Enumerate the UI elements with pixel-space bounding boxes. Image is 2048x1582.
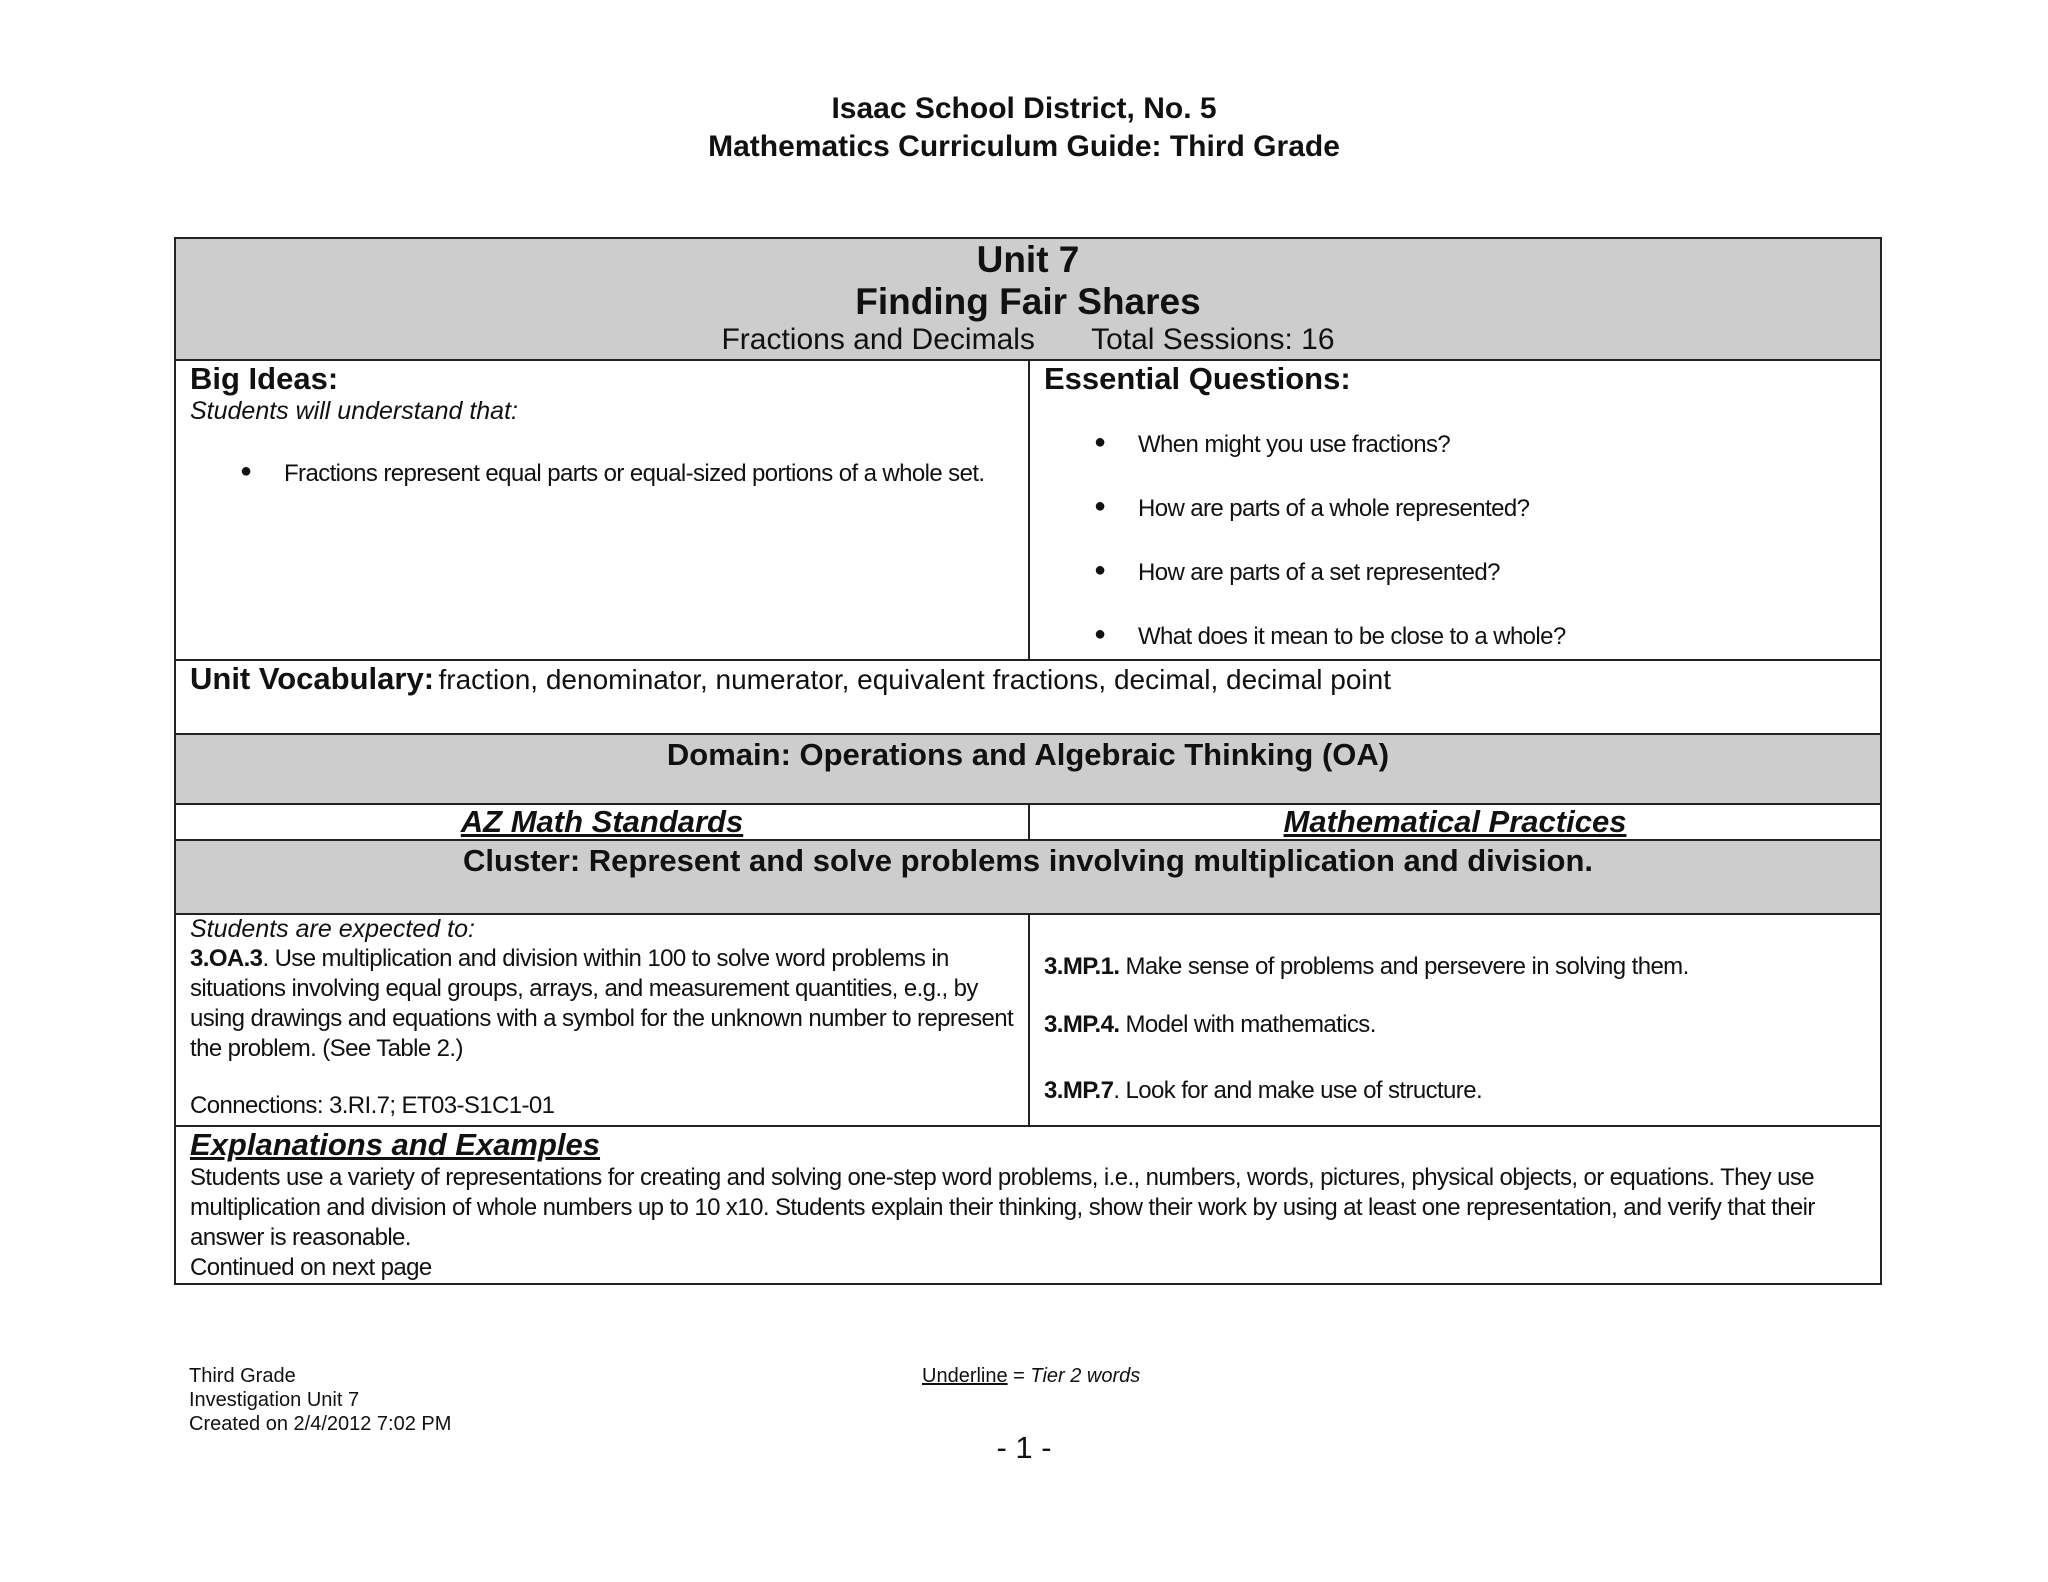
unit-strand: Fractions and Decimals: [721, 323, 1035, 356]
standards-row: [175, 914, 1881, 1126]
bullet-icon: ●: [240, 460, 252, 482]
big-ideas-intro: Students will understand that:: [190, 397, 518, 425]
legend-underline: Underline: [922, 1365, 1008, 1387]
practices-cell: [1029, 914, 1881, 1126]
footer-created: Created on 2/4/2012 7:02 PM: [189, 1413, 452, 1435]
list-item: ● How are parts of a whole represented?: [1094, 495, 1530, 522]
practice-item: 3.MP.1. Make sense of problems and persevere in solving them.: [1044, 953, 1689, 980]
page-number: - 1 -: [996, 1430, 1052, 1465]
ideas-row: [175, 360, 1881, 660]
essential-questions-cell: [1029, 360, 1881, 660]
vocabulary-row: [175, 660, 1881, 734]
practice-item: 3.MP.4. Model with mathematics.: [1044, 1011, 1376, 1038]
footer-grade: Third Grade: [189, 1365, 296, 1387]
footer-investigation: Investigation Unit 7: [189, 1389, 360, 1411]
practices-header: Mathematical Practices: [1029, 804, 1881, 840]
legend-description: Tier 2 words: [1030, 1365, 1141, 1387]
column-headers-row: [175, 804, 1881, 840]
footer-info: [189, 1364, 451, 1436]
essential-questions-label: Essential Questions:: [1044, 361, 1351, 396]
vocabulary-label: Unit Vocabulary:: [190, 661, 435, 696]
standards-header: AZ Math Standards: [175, 804, 1029, 840]
guide-title: Mathematics Curriculum Guide: Third Grade: [708, 130, 1340, 163]
explanations-continued: Continued on next page: [190, 1254, 432, 1281]
bullet-icon: ●: [1094, 495, 1106, 517]
list-item: ● When might you use fractions?: [1094, 431, 1451, 458]
document-header: [0, 90, 2048, 166]
domain-row: [175, 734, 1881, 804]
standards-intro: Students are expected to:: [190, 915, 475, 943]
district-title: Isaac School District, No. 5: [831, 92, 1217, 125]
unit-table: [174, 237, 1882, 1285]
unit-header-row: [175, 238, 1881, 360]
standard-code: 3.OA.3: [190, 945, 263, 972]
practice-item: 3.MP.7. Look for and make use of structure.: [1044, 1077, 1483, 1104]
unit-sessions: Total Sessions: 16: [1091, 323, 1335, 356]
unit-number: Unit 7: [976, 239, 1080, 280]
vocabulary-cell: [175, 660, 1881, 734]
footer-legend: Underline = Tier 2 words: [922, 1365, 1141, 1387]
explanations-row: [175, 1126, 1881, 1284]
bullet-icon: ●: [1094, 559, 1106, 581]
standard-text: . Use multiplication and division within 100 to solve word problems in situations involving equal groups, arrays, and measurement quantities, e.g., by using drawings and equations with a symbol for the unknown number to represent the problem. (See Table 2.): [190, 945, 1014, 1062]
cluster-row: [175, 840, 1881, 914]
unit-subtitle: [190, 323, 1866, 357]
bullet-icon: ●: [1094, 431, 1106, 453]
big-ideas-label: Big Ideas:: [190, 361, 339, 396]
bullet-icon: ●: [1094, 623, 1106, 645]
big-ideas-cell: [175, 360, 1029, 660]
standards-connections: Connections: 3.RI.7; ET03-S1C1-01: [190, 1092, 555, 1119]
big-ideas-list: [190, 460, 1014, 488]
explanations-text: Students use a variety of representations for creating and solving one-step word problems, i.e., numbers, words, pictures, physical objects, or equations. They use multiplication and division of whole numbers up to 10 x10. Students explain their thinking, show their work by using at least one representation, and verify that their answer is reasonable.: [190, 1164, 1815, 1251]
list-item: ● How are parts of a set represented?: [1094, 559, 1500, 586]
standard-3oa3: [190, 944, 1014, 1064]
unit-header-cell: [175, 238, 1881, 360]
domain-heading: Domain: Operations and Algebraic Thinking (OA): [175, 734, 1881, 804]
explanations-cell: [175, 1126, 1881, 1284]
list-item: ● What does it mean to be close to a whole?: [1094, 623, 1566, 650]
standards-cell: [175, 914, 1029, 1126]
explanations-label: Explanations and Examples: [190, 1127, 601, 1162]
essential-questions-list: [1044, 431, 1866, 651]
list-item: ● Fractions represent equal parts or equal-sized portions of a whole set.: [240, 460, 985, 487]
unit-title: Finding Fair Shares: [855, 281, 1201, 322]
cluster-heading: Cluster: Represent and solve problems involving multiplication and division.: [175, 840, 1881, 914]
vocabulary-words: fraction, denominator, numerator, equivalent fractions, decimal, decimal point: [438, 664, 1391, 695]
